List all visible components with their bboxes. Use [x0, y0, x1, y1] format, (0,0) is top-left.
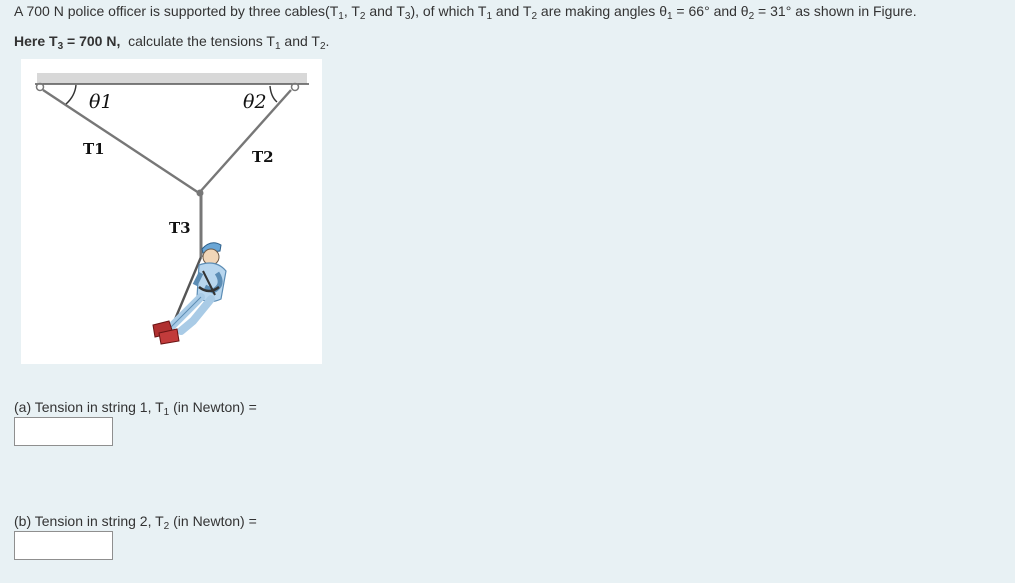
- question-text: = 66° and θ: [672, 3, 749, 19]
- subscript: 1: [274, 41, 281, 52]
- ceiling-beam: [37, 73, 307, 84]
- question-line-2: [14, 33, 330, 52]
- answer-a-label: (a) Tension in string 1, $T_1$ (in Newton) =: [14, 399, 257, 418]
- t1-label: T1: [83, 140, 105, 158]
- theta1-label: θ1: [89, 91, 113, 113]
- question-text: calculate the tensions T: [120, 33, 275, 49]
- subscript: 3: [404, 11, 411, 22]
- tension-t1-input[interactable]: [14, 417, 113, 446]
- figure: [21, 59, 322, 364]
- question-line-1: [14, 3, 917, 22]
- cable-t1: [43, 90, 199, 193]
- subscript: 2: [319, 41, 326, 52]
- question-text: .: [325, 33, 330, 49]
- question-text: and T: [280, 33, 320, 49]
- police-officer-icon: [153, 243, 226, 344]
- question-text: ), of which T: [410, 3, 487, 19]
- subscript: 2: [359, 11, 366, 22]
- knot: [197, 190, 204, 197]
- theta1-arc: [66, 85, 76, 104]
- subscript: 2: [748, 11, 755, 22]
- subscript: 2: [531, 11, 538, 22]
- question-text: and T: [365, 3, 405, 19]
- tension-t2-input[interactable]: [14, 531, 113, 560]
- cable-diagram: [21, 59, 322, 364]
- question-text: are making angles θ: [537, 3, 667, 19]
- given-value: Here $T_3 = 700$ N,: [14, 33, 121, 52]
- subscript: 1: [338, 11, 344, 22]
- theta2-label: θ2: [243, 91, 267, 113]
- subscript: 1: [666, 11, 673, 22]
- question-text: , T: [343, 3, 360, 19]
- subscript: 1: [486, 11, 493, 22]
- t2-label: T2: [252, 148, 274, 166]
- question-text: and T: [492, 3, 532, 19]
- t3-label: T3: [169, 219, 191, 237]
- answer-b-label: (b) Tension in string 2, $T_2$ (in Newton) =: [14, 513, 257, 532]
- question-text: = 31° as shown in Figure.: [754, 3, 917, 19]
- theta2-arc: [270, 86, 277, 102]
- question-text: A 700 N police officer is supported by three cables(T: [14, 3, 339, 19]
